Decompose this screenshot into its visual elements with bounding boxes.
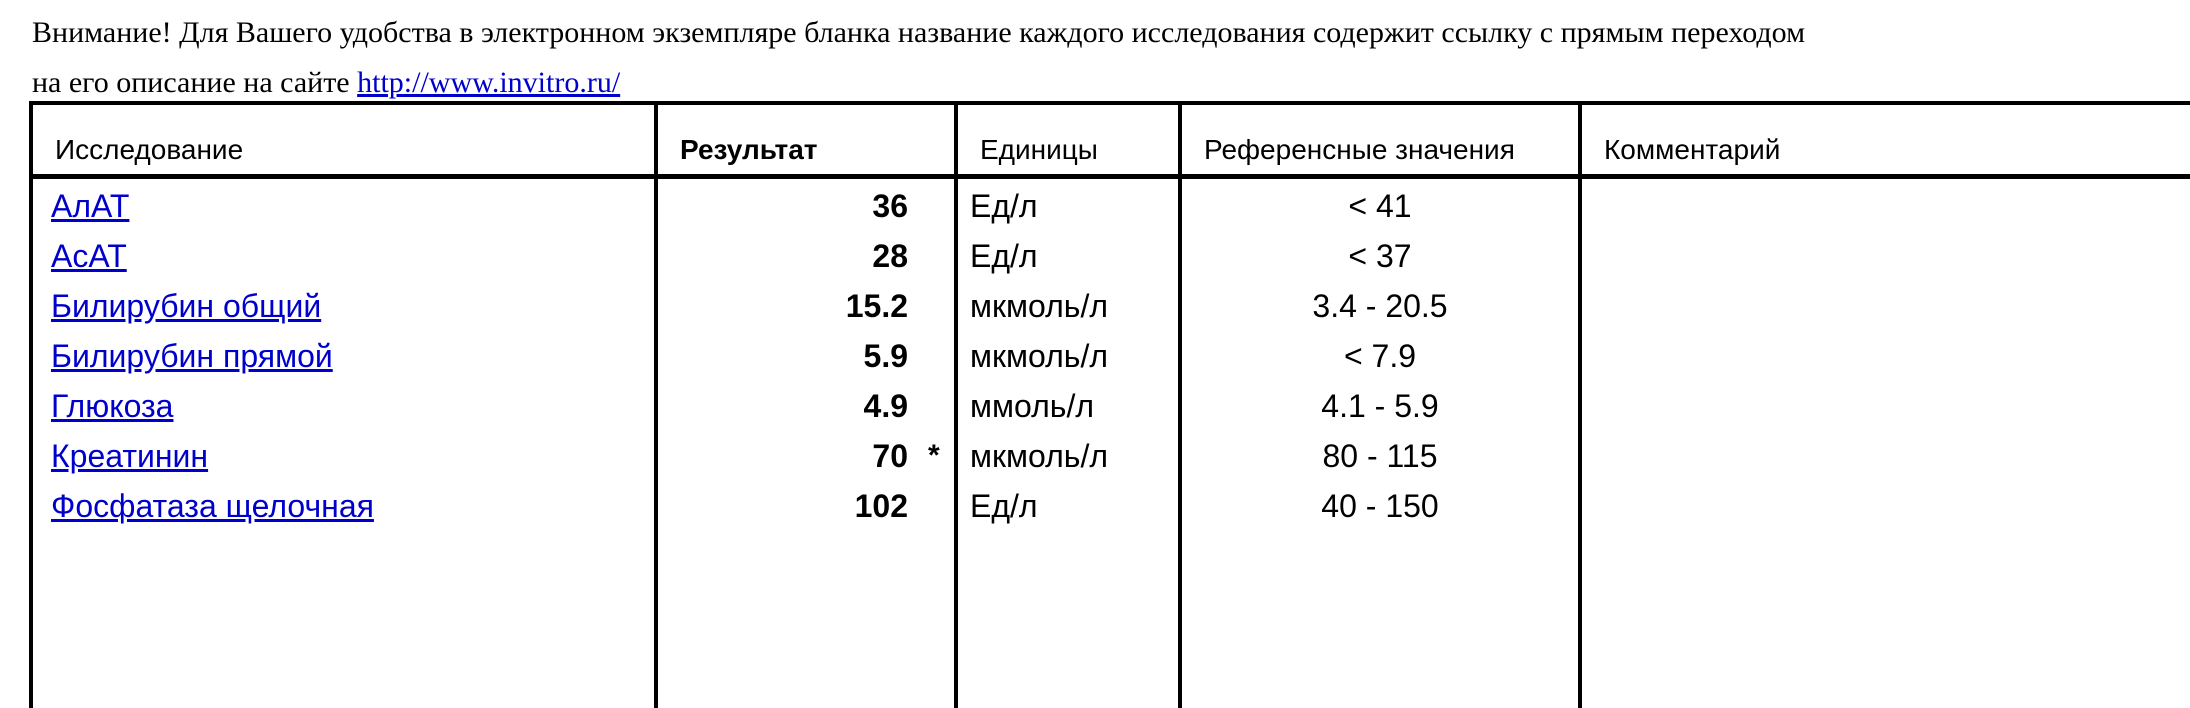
result-value: 5.9: [863, 338, 908, 374]
units-value: Ед/л: [970, 488, 1038, 524]
result-flag: *: [928, 439, 940, 472]
test-name-cell: [51, 381, 173, 431]
test-link[interactable]: Креатинин: [51, 438, 209, 474]
header-reference: Референсные значения: [1204, 134, 1515, 165]
invitro-site-link[interactable]: http://www.invitro.ru/: [357, 66, 621, 99]
test-link[interactable]: АсАТ: [51, 238, 127, 274]
notice-text: [32, 8, 2172, 108]
test-name-cell: [51, 281, 321, 331]
header-units: Единицы: [980, 134, 1098, 165]
reference-value: < 37: [1348, 238, 1412, 274]
header-comment: Комментарий: [1604, 134, 1781, 165]
column-divider-units: [954, 101, 958, 708]
result-value: 28: [872, 238, 908, 274]
units-value: ммоль/л: [970, 388, 1094, 424]
test-name-cell: [51, 231, 127, 281]
test-link[interactable]: АлАТ: [51, 188, 130, 224]
reference-value: < 7.9: [1343, 338, 1417, 374]
result-value: 36: [872, 188, 908, 224]
notice-line-1: Внимание! Для Вашего удобства в электронном экземпляре бланка название каждого исследования содержит ссылку с прямым переходом: [32, 16, 1806, 49]
test-name-cell: [51, 481, 374, 531]
reference-value: 40 - 150: [1321, 488, 1439, 524]
header-result: Результат: [680, 134, 818, 165]
result-value: 15.2: [845, 288, 908, 324]
test-link[interactable]: Билирубин прямой: [51, 338, 333, 374]
units-value: Ед/л: [970, 238, 1038, 274]
test-link[interactable]: Билирубин общий: [51, 288, 322, 324]
reference-value: < 41: [1348, 188, 1412, 224]
units-value: мкмоль/л: [970, 288, 1108, 324]
units-value: Ед/л: [970, 188, 1038, 224]
reference-value: 4.1 - 5.9: [1321, 388, 1439, 424]
test-link[interactable]: Фосфатаза щелочная: [51, 488, 374, 524]
column-divider-result: [654, 101, 658, 708]
units-value: мкмоль/л: [970, 438, 1108, 474]
notice-line-2-prefix: на его описание на сайте: [32, 66, 358, 99]
result-value: 70: [872, 438, 908, 474]
results-table: [29, 101, 2190, 708]
units-value: мкмоль/л: [970, 338, 1108, 374]
test-name-cell: [51, 181, 129, 231]
result-value: 4.9: [863, 388, 908, 424]
test-name-cell: [51, 431, 208, 481]
column-divider-comment: [1578, 101, 1582, 708]
test-link[interactable]: Глюкоза: [51, 388, 174, 424]
header-divider: [29, 174, 2190, 179]
test-name-cell: [51, 331, 333, 381]
reference-value: 80 - 115: [1322, 438, 1438, 474]
result-value: 102: [854, 488, 908, 524]
reference-value: 3.4 - 20.5: [1312, 288, 1448, 324]
header-test: Исследование: [55, 134, 244, 165]
